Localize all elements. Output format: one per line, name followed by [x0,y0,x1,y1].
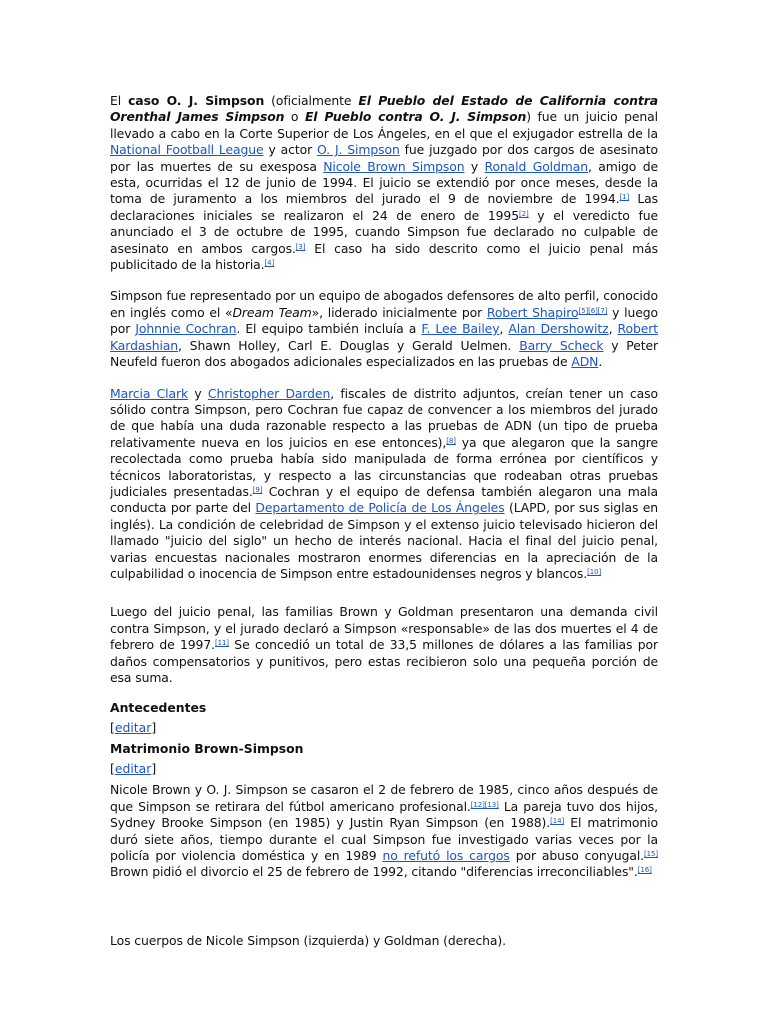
text: fue juzgado por dos cargos de asesinato por las muertes de su exesposa [110,142,658,174]
text: por abuso conyugal. [509,848,645,864]
edit-section-antecedentes [110,720,658,736]
text: y [464,158,485,174]
text: , [608,321,618,337]
text: , [499,321,509,337]
text: , fiscales de distrito adjuntos, creían tener un caso sólido contra Simpson, pero Cochran fue capaz de convencer a los miembros del jurado de que había una duda razonable respecto a las pruebas de ADN (un tipo de prueba relativamente nueva en los juicios en ese entonces), [110,385,658,450]
text: El [110,93,129,108]
bracket: [ [110,761,115,777]
text: . El equipo también incluía a [236,321,422,337]
text: , amigo de esta, ocurridas el 12 de junio de 1994. El juicio se extendió por once meses, desde la toma de juramento a los miembros del jurado el 9 de noviembre de 1994. [110,158,658,207]
paragraph-civil-trial [110,604,658,686]
text: y [188,385,208,401]
text: La pareja tuvo dos hijos, Sydney Brooke Simpson (en 1985) y Justin Ryan Simpson (en 1988). [110,798,658,831]
text: Brown pidió el divorcio el 25 de febrero de 1992, citando "diferencias irreconciliables". [110,864,638,880]
link-barry-scheck[interactable]: Barry Scheck [519,337,604,353]
section-heading-antecedentes: Antecedentes [110,700,207,716]
image-caption: Los cuerpos de Nicole Simpson (izquierda) y Goldman (derecha). [110,932,506,948]
text: Simpson fue representado por un equipo de abogados defensores de alto perfil, conocido en inglés como el « [110,288,658,320]
link-nicole-brown-simpson[interactable]: Nicole Brown Simpson [323,158,465,174]
link-lapd[interactable]: Departamento de Policía de Los Ángeles [255,500,505,516]
reference-link[interactable]: [12] [470,800,485,809]
link-alan-dershowitz[interactable]: Alan Dershowitz [508,321,609,337]
reference-link[interactable]: [13] [484,800,499,809]
link-robert-shapiro[interactable]: Robert Shapiro [486,304,579,320]
reference-link[interactable]: [10] [587,567,602,576]
paragraph-prosecution [110,386,658,583]
bracket: ] [151,720,157,736]
reference-link[interactable]: [5] [578,306,589,315]
text: ya que alegaron que la sangre recolectada como prueba había sido manipulada de forma errónea por científicos y técnicos laboratoristas, y respecto a las circunstancias que rodeaban otras pruebas judiciales presentadas. [110,434,658,499]
article-body [110,93,658,949]
italic-dream-team: Dream Team [232,304,312,320]
reference-link[interactable]: [7] [597,306,608,315]
text: y luego por [110,304,658,337]
text: El caso ha sido descrito como el juicio penal más publicitado de la historia. [110,240,658,273]
text: Las declaraciones iniciales se realizaron el 24 de enero de 1995 [110,191,658,223]
reference-link[interactable]: [2] [519,209,529,218]
reference-link[interactable]: [11] [214,639,229,648]
text: (LAPD, por sus siglas en inglés). La condición de celebridad de Simpson y el extenso juicio televisado hicieron del llamado "juicio del siglo" un hecho de interés nacional. Hacia el final del juicio penal, varias encuestas nacionales mostraron enormes diferencias en la apreciación de la culpabilidad o inocencia de Simpson entre estadounidenses negros y blancos. [110,500,659,581]
text: Cochran y el equipo de defensa también alegaron una mala conducta por parte del [110,483,659,516]
short-name: El Pueblo contra O. J. Simpson [304,109,527,125]
text: y Peter Neufeld fueron dos abogados adicionales especializados en las pruebas de [110,337,659,370]
paragraph-marriage [110,782,658,880]
link-nfl[interactable]: National Football League [110,142,264,158]
link-oj-simpson[interactable]: O. J. Simpson [317,142,400,158]
reference-link[interactable]: [4] [264,259,275,268]
link-f-lee-bailey[interactable]: F. Lee Bailey [421,321,500,337]
text: y actor [263,142,318,158]
text: . [598,354,603,370]
bracket: [ [110,720,115,736]
reference-link[interactable]: [16] [637,866,652,875]
text: », liderado inicialmente por [311,304,487,320]
text: Se concedió un total de 33,5 millones de dólares a las familias por daños compensatorios y punitivos, pero estas recibieron solo una pequeña porción de esa suma. [110,637,658,685]
edit-section-matrimonio [110,761,658,777]
text: y el veredicto fue anunciado el 3 de octubre de 1995, cuando Simpson fue declarado no culpable de asesinato en ambos cargos. [110,207,658,256]
link-marcia-clark[interactable]: Marcia Clark [110,385,189,401]
reference-link[interactable]: [14] [550,817,565,826]
link-christopher-darden[interactable]: Christopher Darden [207,385,331,401]
paragraph-intro [110,93,658,273]
text: o [284,109,305,125]
reference-link[interactable]: [8] [446,436,456,445]
link-johnnie-cochran[interactable]: Johnnie Cochran [135,321,237,337]
section-heading-matrimonio: Matrimonio Brown-Simpson [110,741,304,757]
bracket: ] [151,761,157,777]
reference-link[interactable]: [9] [252,485,263,494]
text: Luego del juicio penal, las familias Brown y Goldman presentaron una demanda civil contra Simpson, y el jurado declaró a Simpson «responsable» de las dos muertes el 4 de febrero de 1997. [110,604,658,653]
reference-link[interactable]: [1] [619,193,630,202]
text: , Shawn Holley, Carl E. Douglas y Gerald Uelmen. [178,337,520,353]
official-name: El Pueblo del Estado de California contra Orenthal James Simpson [110,93,658,125]
bold-title: caso O. J. Simpson [128,93,265,108]
text: Nicole Brown y O. J. Simpson se casaron el 2 de febrero de 1985, cinco años después de que Simpson se retirara del fútbol americano profesional. [110,782,658,814]
reference-link[interactable]: [15] [644,850,658,859]
link-adn[interactable]: ADN [571,354,599,370]
text: El matrimonio duró siete años, tiempo durante el cual Simpson fue investigado varias veces por la policía por violencia doméstica y en 1989 [110,815,658,864]
reference-link[interactable]: [3] [295,242,306,251]
reference-link[interactable]: [6] [588,306,598,315]
edit-link[interactable]: editar [114,761,152,777]
edit-link[interactable]: editar [114,720,152,736]
link-robert-kardashian[interactable]: Robert Kardashian [110,321,658,353]
text: (oficialmente [264,93,359,108]
text: ) fue un juicio penal llevado a cabo en la Corte Superior de Los Ángeles, en el que el exjugador estrella de la [110,109,658,141]
link-ronald-goldman[interactable]: Ronald Goldman [484,158,588,174]
paragraph-defense [110,288,658,370]
link-no-refuto-los-cargos[interactable]: no refutó los cargos [382,848,510,864]
